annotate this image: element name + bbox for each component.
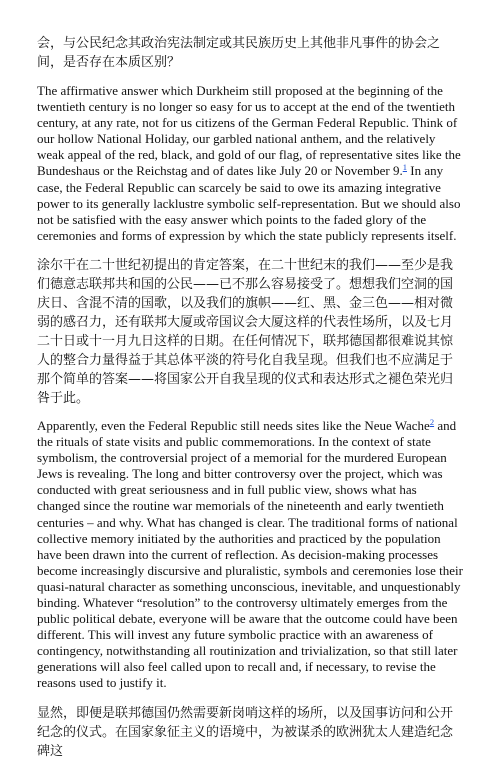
paragraph-zh-2: 显然，即便是联邦德国仍然需要新岗哨这样的场所，以及国事访问和公开纪念的仪式。在国家象征主义的语境中，为被谋杀的欧洲犹太人建造纪念碑这 (37, 705, 454, 759)
paragraph-en-1-text-a: The affirmative answer which Durkheim still proposed at the beginning of the twentieth century is no longer so easy for us to accept at the end of the twentieth century, at any rate, not for us citizens of the German Federal Republic. Think of our hollow National Holiday, our garbled national anthem, and the relatively weak appeal of the red, black, and gold of our flag, of representative sites like the Bundeshaus or the Reichstag and of dates like July 20 or November 9. (37, 83, 461, 179)
question-zh: 会，与公民纪念其政治宪法制定或其民族历史上其他非凡事件的协会之间，是否存在本质区别？ (37, 36, 441, 70)
paragraph-en-2-text-b: and the rituals of state visits and public commemorations. In the context of state symbolism, the controversial project of a memorial for the murdered European Jews is revealing. The long and bitter controversy over the project, which was conducted with great seriousness and in full public view, shows what has changed since the routine war memorials of the nineteenth and early twentieth centuries – and why. What has changed is clear. The traditional forms of national collective memory initiated by the authorities and practiced by the population have been drawn into the current of reflection. As decision-making processes become increasingly discursive and pluralistic, symbols and ceremonies lose their quasi-natural character as something unconscious, inevitable, and unquestionably binding. Whatever “resolution” to the controversy ultimately emerges from the public political debate, everyone will be aware that the outcome could have been different. This will invest any future symbolic practice with an awareness of contingency, notwithstanding all routinization and trivialization, so that still later generations will also feel called upon to recall and, if necessary, to revise the reasons used to justify it. (37, 417, 463, 691)
paragraph-zh-1: 涂尔干在二十世纪初提出的肯定答案，在二十世纪末的我们——至少是我们德意志联邦共和国的公民——已不那么容易接受了。想想我们空洞的国庆日、含混不清的国歌，以及我们的旗帜——红、黑、金三色——相对微弱的感召力，还有联邦大厦或帝国议会大厦这样的代表性场所，以及七月二十日或十一月九日这样的日期。在任何情况下，联邦德国都很难说其惊人的整合力量得益于其总体平淡的符号化自我呈现。但我们也不应满足于那个简单的答案——将国家公开自我呈现的仪式和表达形式之褪色荣光归咎于此。 (37, 257, 454, 406)
paragraph-en-1-text-b: In any case, the Federal Republic can scarcely be said to owe its amazing integrative power to its generally lacklustre symbolic self-representation. But we should also not be satisfied with the easy answer which points to the faded glory of the ceremonies and forms of expression by which the state publicly represents itself. (37, 163, 461, 243)
document-page (37, 34, 463, 761)
footnote-link-2[interactable]: 2 (429, 416, 435, 427)
paragraph-en-2-text-a: Apparently, even the Federal Republic still needs sites like the Neue Wache (37, 417, 430, 433)
paragraph-en-1 (37, 83, 463, 244)
paragraph-en-2 (37, 418, 463, 692)
footnote-link-1[interactable]: 1 (402, 162, 407, 173)
